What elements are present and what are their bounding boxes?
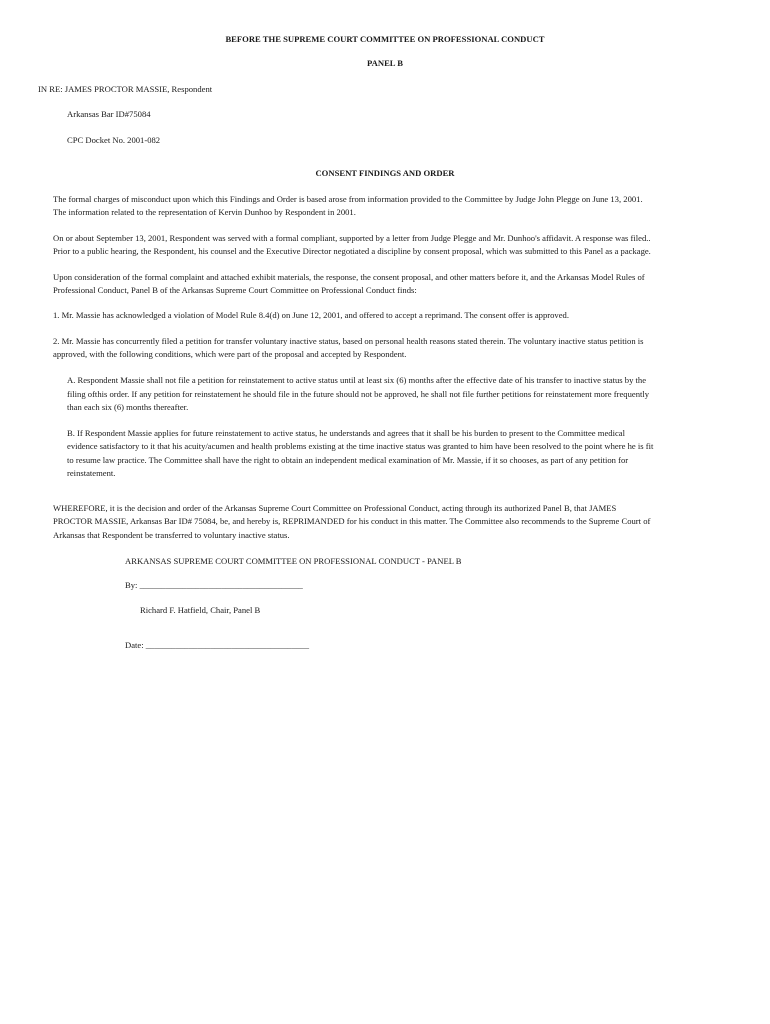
bar-id: Arkansas Bar ID#75084 [67, 109, 151, 119]
condition-a-line: A. Respondent Massie shall not file a petition for reinstatement to active status until at least six (6) months after the effective date of his transfer to inactive status by the [67, 375, 647, 385]
docket-number: CPC Docket No. 2001-082 [67, 135, 161, 145]
wherefore-line: WHEREFORE, it is the decision and order of the Arkansas Supreme Court Committee on Professional Conduct, acting through its authorized Panel B, that JAMES [53, 503, 617, 513]
paragraph-1-line: The information related to the representation of Kervin Dunhoo by Respondent in 2001. [53, 207, 356, 217]
date-line: Date: ______________________________________ [125, 640, 310, 650]
paragraph-1-line: The formal charges of misconduct upon which this Findings and Order is based arose from information provided to the Committee by Judge John Plegge on June 13, 2001. [53, 194, 643, 204]
finding-1: 1. Mr. Massie has acknowledged a violation of Model Rule 8.4(d) on June 12, 2001, and offered to accept a reprimand. The consent offer is approved. [53, 310, 569, 320]
paragraph-2-line: Prior to a public hearing, the Respondent, his counsel and the Executive Director negotiated a discipline by consent proposal, which was submitted to this Panel as a package. [53, 246, 651, 256]
condition-a-line: than each six (6) months thereafter. [67, 402, 189, 412]
paragraph-3-line: Upon consideration of the formal complaint and attached exhibit materials, the response, the consent proposal, and other matters before it, and the Arkansas Model Rules of [53, 272, 645, 282]
committee-signature-heading: ARKANSAS SUPREME COURT COMMITTEE ON PROFESSIONAL CONDUCT - PANEL B [125, 556, 462, 566]
wherefore-line: PROCTOR MASSIE, Arkansas Bar ID# 75084, be, and hereby is, REPRIMANDED for his conduct in this matter. The Committee also recommends to the Supreme Court of [53, 516, 651, 526]
paragraph-3-line: Professional Conduct, Panel B of the Arkansas Supreme Court Committee on Professional Conduct finds: [53, 285, 417, 295]
finding-2-line: approved, with the following conditions, which were part of the proposal and accepted by Respondent. [53, 349, 407, 359]
condition-b-line: reinstatement. [67, 468, 116, 478]
court-heading: BEFORE THE SUPREME COURT COMMITTEE ON PROFESSIONAL CONDUCT [225, 34, 545, 44]
finding-2-line: 2. Mr. Massie has concurrently filed a petition for transfer voluntary inactive status, based on personal health reasons stated therein. The voluntary inactive status petition is [53, 336, 644, 346]
in-re-caption: IN RE: JAMES PROCTOR MASSIE, Respondent [38, 84, 213, 94]
condition-b-line: evidence satisfactory to it that his acuity/acumen and health problems existing at the time inactive status was granted to him have been resolved to the point where he is fit [67, 441, 654, 451]
section-title: CONSENT FINDINGS AND ORDER [315, 168, 455, 178]
condition-a-line: filing ofthis order. If any petition for reinstatement he should file in the future should not be approved, he shall not file further petitions for reinstatement more frequently [67, 389, 650, 399]
wherefore-line: Arkansas that Respondent be transferred to voluntary inactive status. [53, 530, 290, 540]
signature-line: By: ______________________________________ [125, 580, 303, 590]
panel-heading: PANEL B [367, 58, 403, 68]
condition-b-line: B. If Respondent Massie applies for future reinstatement to active status, he understands and agrees that it shall be his burden to present to the Committee medical [67, 428, 625, 438]
signer-name: Richard F. Hatfield, Chair, Panel B [140, 605, 261, 615]
paragraph-2-line: On or about September 13, 2001, Respondent was served with a formal compliant, supported by a letter from Judge Plegge and Mr. Dunhoo's affidavit. A response was filed.. [53, 233, 651, 243]
condition-b-line: to resume law practice. The Committee shall have the right to obtain an independent medical examination of Mr. Massie, if it so chooses, as part of any petition for [67, 455, 629, 465]
